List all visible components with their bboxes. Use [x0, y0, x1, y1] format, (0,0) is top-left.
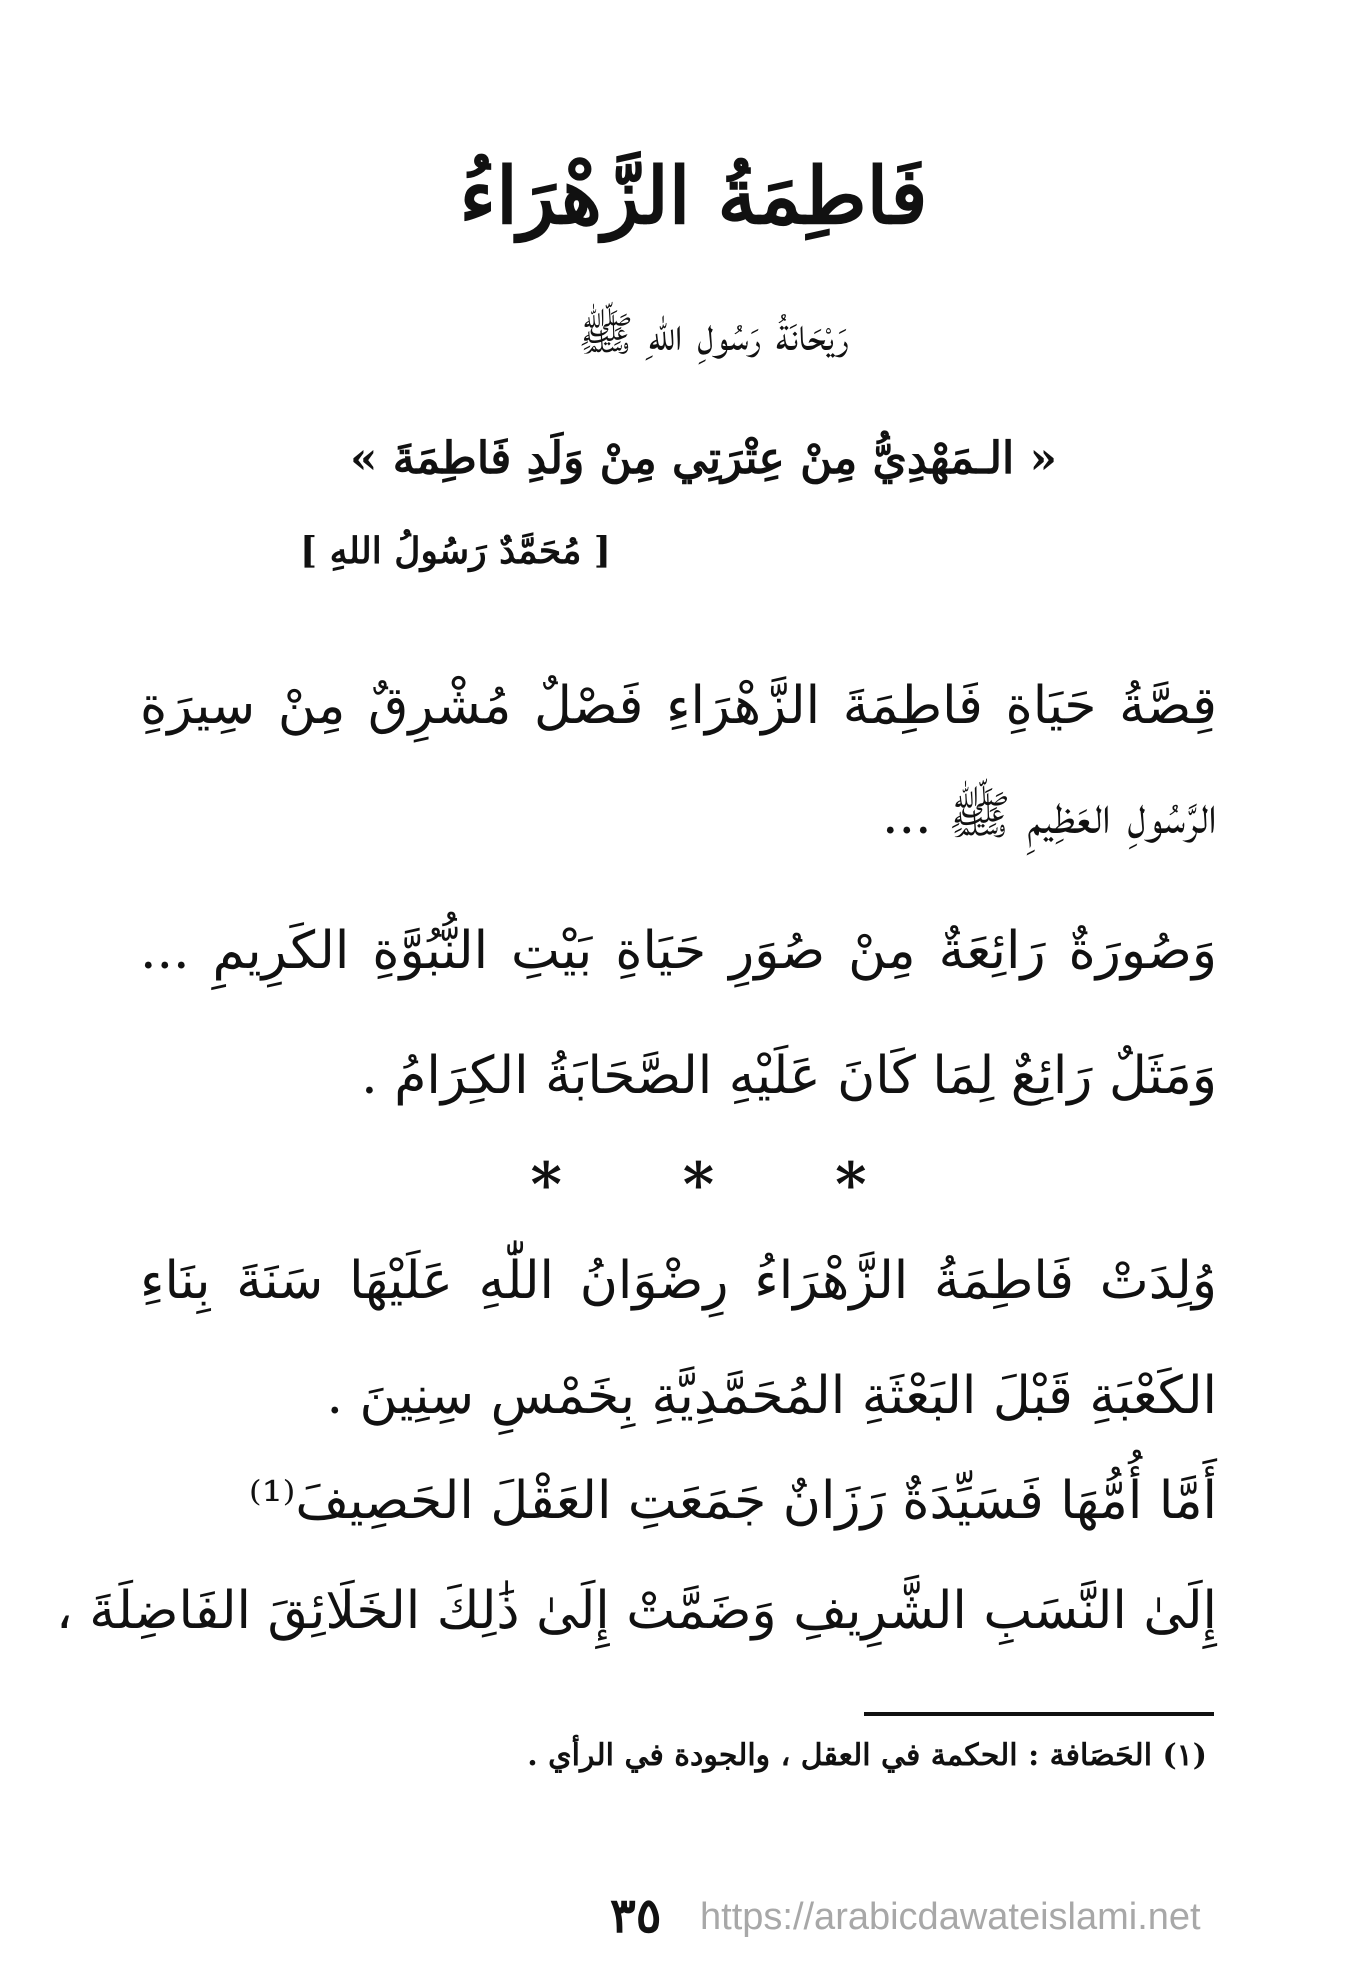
site-watermark: https://arabicdawateislami.net [700, 1896, 1201, 1938]
paragraph-4 [140, 1251, 1217, 1485]
paragraph-5 [55, 1471, 1217, 1695]
paragraph-line: أَمَّا أُمُّهَا فَسَيِّدَةٌ رَزَانٌ جَمَعَتِ العَقْلَ الحَصِيفَ⁽¹⁾ [248, 1471, 1217, 1531]
paragraph-line: الرَّسُولِ العَظِيمِ ﷺ ... [881, 786, 1217, 846]
epigraph-quote: « الـمَهْدِيُّ مِنْ عِتْرَتِي مِنْ وَلَدِ فَاطِمَةَ » [349, 433, 1058, 484]
paragraph-line: وَصُورَةٌ رَائِعَةٌ مِنْ صُوَرِ حَيَاةِ بَيْتِ النُّبُوَّةِ الكَرِيمِ ... [140, 921, 1217, 981]
paragraph-3 [140, 1046, 1217, 1106]
chapter-title: فَاطِمَةُ الزَّهْرَاءُ [459, 151, 928, 242]
footnote-divider [864, 1712, 1214, 1716]
paragraph-2 [140, 921, 1217, 981]
epigraph-attribution: [ مُحَمَّدٌ رَسُولُ اللهِ ] [300, 530, 611, 572]
paragraph-line: الكَعْبَةِ قَبْلَ البَعْثَةِ المُحَمَّدِيَّةِ بِخَمْسِ سِنِينَ . [326, 1366, 1217, 1426]
paragraph-line: وُلِدَتْ فَاطِمَةُ الزَّهْرَاءُ رِضْوَانُ اللّٰهِ عَلَيْهَا سَنَةَ بِنَاءِ [140, 1251, 1217, 1311]
paragraph-line: وَمَثَلٌ رَائِعٌ لِمَا كَانَ عَلَيْهِ الصَّحَابَةُ الكِرَامُ . [361, 1046, 1217, 1106]
paragraph-line: قِصَّةُ حَيَاةِ فَاطِمَةَ الزَّهْرَاءِ فَصْلٌ مُشْرِقٌ مِنْ سِيرَةِ [140, 676, 1217, 736]
section-separator: * * * [530, 1150, 917, 1220]
chapter-subtitle: رَيْحَانَةُ رَسُولِ اللّٰهِ ﷺ [578, 307, 849, 361]
footnote-text: (١) الحَصَافة : الحكمة في العقل ، والجودة في الرأي . [527, 1738, 1207, 1773]
paragraph-1 [140, 676, 1217, 900]
paragraph-line: إِلَىٰ النَّسَبِ الشَّرِيفِ وَضَمَّتْ إِلَىٰ ذَٰلِكَ الخَلَائِقَ الفَاضِلَةَ ، [55, 1581, 1217, 1641]
page-number: ٣٥ [610, 1888, 662, 1944]
